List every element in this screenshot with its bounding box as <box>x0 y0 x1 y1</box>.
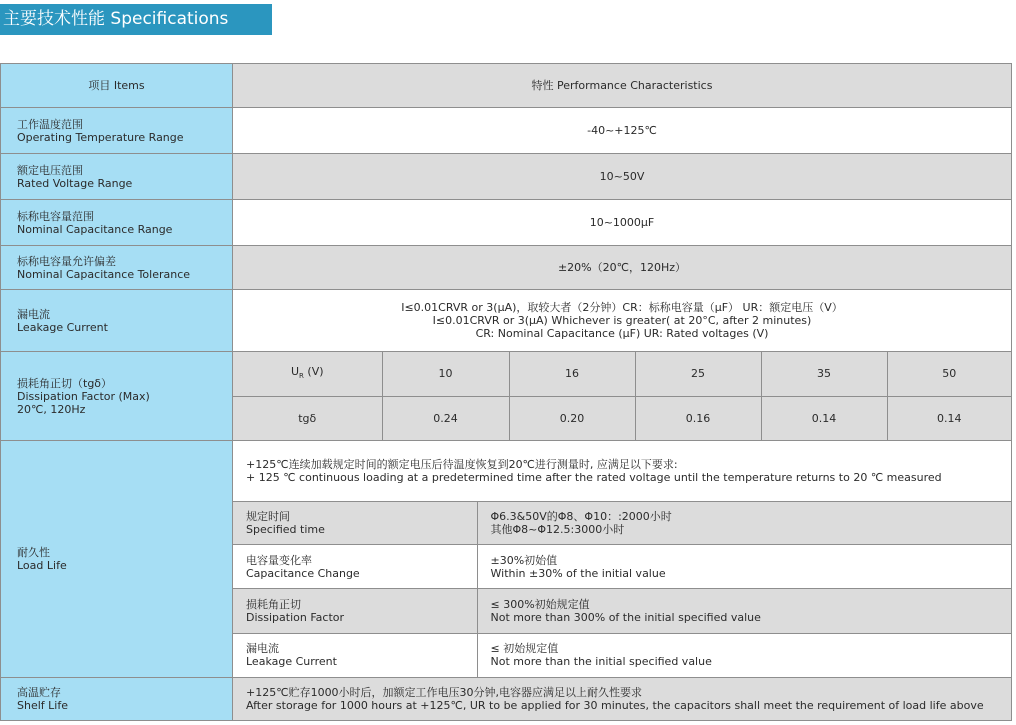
item-label: 损耗角正切 Dissipation Factor <box>233 589 477 634</box>
load-life-item <box>233 589 1011 634</box>
row-label <box>1 200 233 246</box>
row-label <box>1 290 233 352</box>
row-value: 10~1000μF <box>233 200 1012 246</box>
load-life-intro <box>233 441 1011 501</box>
row-label-en: Nominal Capacitance Tolerance <box>17 267 191 281</box>
voltage-cell: 35 <box>761 352 887 396</box>
table-row <box>1 246 1012 290</box>
row-label-cn: 工作温度范围 <box>17 117 83 131</box>
tg-cell: 0.16 <box>635 396 761 440</box>
row-value: 10~50V <box>233 154 1012 200</box>
row-label <box>1 352 233 441</box>
item-value: ±30%初始值 Within ±30% of the initial value <box>477 545 1011 589</box>
load-life-item <box>233 634 1011 677</box>
row-label-en: Leakage Current <box>17 320 108 334</box>
row-label-en: Nominal Capacitance Range <box>17 222 173 236</box>
voltage-cell: 25 <box>635 352 761 396</box>
leakage-line: I≤0.01CRVR or 3(μA)，取较大者（2分钟）CR：标称电容量（μF） UR：额定电压（V） <box>401 301 843 314</box>
item-label: 漏电流 Leakage Current <box>233 634 477 677</box>
load-life-item <box>233 545 1011 589</box>
shelf-life-row <box>1 677 1012 720</box>
dissipation-grid <box>233 352 1011 440</box>
tg-label: tgδ <box>233 396 382 440</box>
load-life-cell <box>233 441 1012 678</box>
table-row <box>1 108 1012 154</box>
voltage-cell: 50 <box>887 352 1011 396</box>
row-label <box>1 154 233 200</box>
item-value: ≤ 初始规定值 Not more than the initial specified value <box>477 634 1011 677</box>
table-row <box>1 154 1012 200</box>
leakage-line: CR: Nominal Capacitance (μF) UR: Rated voltages (V) <box>475 327 769 340</box>
load-life-table <box>233 501 1011 677</box>
table-header-row <box>1 64 1012 108</box>
row-label-condition: 20℃, 120Hz <box>17 402 86 416</box>
item-value: ≤ 300%初始规定值 Not more than 300% of the initial specified value <box>477 589 1011 634</box>
row-label-cn: 额定电压范围 <box>17 163 83 177</box>
item-value: Φ6.3&50V的Φ8、Φ10：:2000小时 其他Φ8~Φ12.5:3000小时 <box>477 502 1011 545</box>
row-label <box>1 677 233 720</box>
load-life-row <box>1 441 1012 678</box>
dissipation-grid-cell <box>233 352 1012 441</box>
tg-row <box>233 396 1011 440</box>
leakage-line: I≤0.01CRVR or 3(μA) Whichever is greater( at 20°C, after 2 minutes) <box>432 314 812 327</box>
voltage-cell: 10 <box>382 352 509 396</box>
leakage-value <box>233 290 1012 352</box>
row-label-cn: 耐久性 <box>17 545 50 559</box>
row-label <box>1 246 233 290</box>
row-label-cn: 标称电容量范围 <box>17 209 94 223</box>
load-life-item <box>233 502 1011 545</box>
row-label-en: Load Life <box>17 558 67 572</box>
row-label-en: Shelf Life <box>17 698 68 712</box>
shelf-life-value <box>233 677 1012 720</box>
tg-cell: 0.14 <box>887 396 1011 440</box>
leakage-row <box>1 290 1012 352</box>
tg-cell: 0.14 <box>761 396 887 440</box>
row-label-cn: 高温贮存 <box>17 685 61 699</box>
voltage-row <box>233 352 1011 396</box>
row-label-cn: 损耗角正切（tgδ） <box>17 376 113 390</box>
table-row <box>1 200 1012 246</box>
row-label-en: Dissipation Factor (Max) <box>17 389 150 403</box>
items-header: 项目 Items <box>1 64 233 108</box>
row-label <box>1 441 233 678</box>
dissipation-row <box>1 352 1012 441</box>
row-value: -40~+125℃ <box>233 108 1012 154</box>
voltage-cell: 16 <box>509 352 635 396</box>
specifications-table <box>0 63 1012 721</box>
row-label-cn: 漏电流 <box>17 307 50 321</box>
tg-cell: 0.24 <box>382 396 509 440</box>
ur-label: $U_R$ (V) <box>233 352 382 396</box>
row-label-en: Operating Temperature Range <box>17 130 184 144</box>
item-label: 电容量变化率 Capacitance Change <box>233 545 477 589</box>
row-label <box>1 108 233 154</box>
intro-cn: +125℃连续加载规定时间的额定电压后待温度恢复到20℃进行测量时, 应满足以下要求: <box>246 458 678 471</box>
row-label-cn: 标称电容量允许偏差 <box>17 254 116 268</box>
row-value: ±20%（20℃，120Hz） <box>233 246 1012 290</box>
row-label-en: Rated Voltage Range <box>17 176 133 190</box>
item-label: 规定时间 Specified time <box>233 502 477 545</box>
intro-en: + 125 ℃ continuous loading at a predetermined time after the rated voltage until the temperature returns to 20 ℃ measured <box>246 471 942 484</box>
tg-cell: 0.20 <box>509 396 635 440</box>
section-banner: 主要技术性能 Specifications <box>0 4 272 35</box>
shelf-en: After storage for 1000 hours at +125℃, UR to be applied for 30 minutes, the capacitors shall meet the requirement of load life above <box>246 698 984 712</box>
shelf-cn: +125℃贮存1000小时后，加额定工作电压30分钟,电容器应满足以上耐久性要求 <box>246 685 643 699</box>
performance-header: 特性 Performance Characteristics <box>233 64 1012 108</box>
